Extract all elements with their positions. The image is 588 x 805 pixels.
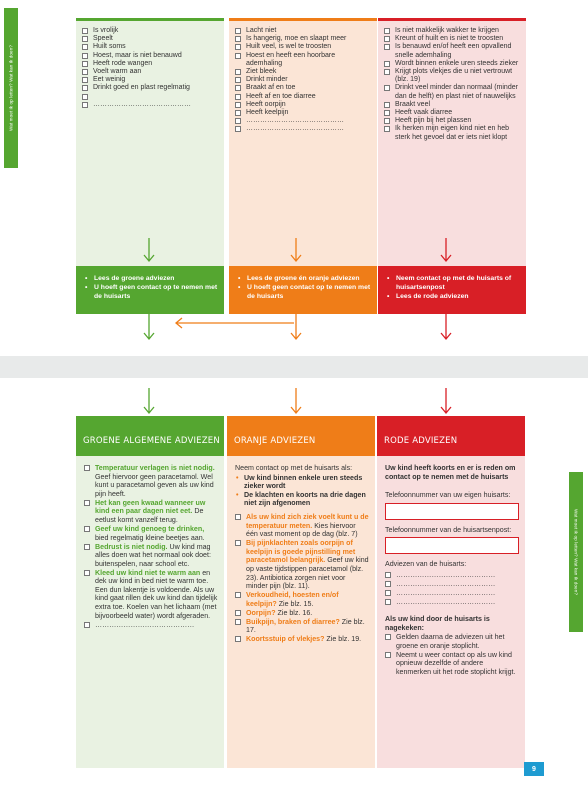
list-item: Braakt veel [384,101,522,109]
orange-intro: Neem contact op met de huisarts als: [235,464,353,472]
list-item: …………………………………… [235,117,373,125]
list-item: Drinkt veel minder dan normaal (minder dan de helft) en plast niet of nauwelijks [384,84,522,100]
list-item: Huilt veel, is wel te troosten [235,43,373,51]
checkbox[interactable] [84,544,90,550]
checkbox[interactable] [82,44,88,50]
list-item: Oorpijn? Zie blz. 16. [235,609,369,618]
list-item: Neemt u weer contact op als uw kind opnieuw dezelfde of andere kenmerken uit het rode stoplicht krijgt. [385,651,519,677]
list-item: Heeft oorpijn [235,101,373,109]
list-item: Ik herken mijn eigen kind niet en heb sterk het gevoel dat er iets niet klopt [384,125,522,141]
list-item: Drinkt minder [235,76,373,84]
list-item: Ziet bleek [235,68,373,76]
checkbox[interactable] [384,28,390,34]
red-advice-body [377,456,525,768]
list-item: Het kan geen kwaad wanneer uw kind een paar dagen niet eet. De eetlust komt vanzelf terug. [84,499,218,525]
upper-page [0,0,588,356]
list-item: Lacht niet [235,27,373,35]
list-item: Heeft keelpijn [235,109,373,117]
checkbox[interactable] [384,61,390,67]
checkbox[interactable] [235,28,241,34]
checkbox[interactable] [385,590,391,596]
list-item: Koortsstuip of vlekjes? Zie blz. 19. [235,635,369,644]
checkbox[interactable] [384,102,390,108]
orange-bullet: • Uw kind binnen enkele uren steeds zieker wordt [235,474,369,491]
checkbox[interactable] [84,465,90,471]
list-item: Wordt binnen enkele uren steeds zieker [384,60,522,68]
page-number: 9 [524,762,544,776]
side-tab-right [569,472,583,632]
list-item: Braakt af en toe [235,84,373,92]
green-advice-body [76,456,224,768]
checkbox[interactable] [235,592,241,598]
checkbox[interactable] [385,634,391,640]
list-item: Hoest, maar is niet benauwd [82,52,220,60]
list-item: Speelt [82,35,220,43]
checkbox[interactable] [385,652,391,658]
red-intro: Uw kind heeft koorts en er is reden om contact op te nemen met de huisarts [385,464,516,481]
orange-advice-heading: ORANJE ADVIEZEN [227,416,375,456]
checkbox[interactable] [384,44,390,50]
checkbox[interactable] [235,36,241,42]
checkbox[interactable] [82,28,88,34]
orange-bullet: • De klachten en koorts na drie dagen niet zijn afgenomen [235,491,369,508]
list-item: Heeft vaak diarree [384,109,522,117]
post-phone-label: Telefoonnummer van de huisartsenpost: [385,525,512,534]
side-tab-left [4,8,18,168]
list-item: Temperatuur verlagen is niet nodig. Geef hiervoor geen paracetamol. Wel kunt u paracetamol geven als uw kind pijn heeft. [84,464,218,498]
checkbox[interactable] [235,514,241,520]
list-item: Buikpijn, braken of diarree? Zie blz. 17. [235,618,369,635]
checkbox[interactable] [235,619,241,625]
checkbox[interactable] [235,53,241,59]
red-advice-column [377,416,525,768]
checkbox[interactable] [235,94,241,100]
checkbox[interactable] [84,570,90,576]
list-item: Hoest en heeft een hoorbare ademhaling [235,52,373,68]
green-symptoms-column [76,18,224,314]
top-arrows [0,388,588,416]
checkbox[interactable] [235,118,241,124]
orange-advice-body [227,456,375,768]
list-item: Is benauwd en/of heeft een opvallend snelle ademhaling [384,43,522,59]
checkbox[interactable] [384,118,390,124]
side-tab-label: Wat moet ik op letten? Wat kan ik doen? [573,508,579,596]
gp-post-phone-field[interactable] [385,537,519,554]
red-after-label: Als uw kind door de huisarts is nagekeken: [385,614,490,632]
checkbox[interactable] [384,85,390,91]
list-item: Bedrust is niet nodig. Uw kind mag alles doen wat het normaal ook doet: buitenspelen, naar school etc. [84,543,218,569]
down-arrow-icon [378,236,526,266]
gp-advice-label: Adviezen van de huisarts: [385,560,467,569]
green-advice-heading: GROENE ALGEMENE ADVIEZEN [76,416,224,456]
checkbox[interactable] [82,36,88,42]
checkbox[interactable] [235,102,241,108]
checkbox[interactable] [385,599,391,605]
green-advice-box [76,266,224,314]
orange-advice-column [227,416,375,768]
list-item: Bij pijnklachten zoals oorpijn of keelpijn is goede pijnstilling met paracetamol belangrijk. Geef uw kind op vaste tijdstippen paracetamol (blz. 23). Antibiotica zorgen niet voor minder pijn (blz. 11). [235,539,369,591]
list-item: …………………………………… [385,580,519,589]
red-symptom-list-box [378,18,526,266]
list-item: …………………………………… [84,621,218,630]
green-advice-item: • U hoeft geen contact op te nemen met de huisarts [84,283,218,301]
checkbox[interactable] [82,85,88,91]
flow-arrows [0,314,588,356]
lower-page [0,378,588,805]
green-advice-item: • Lees de groene adviezen [84,274,218,283]
checkbox[interactable] [235,540,241,546]
checkbox[interactable] [82,77,88,83]
checkbox[interactable] [384,110,390,116]
down-arrow-icon [76,236,224,266]
down-arrow-icon [229,236,377,266]
red-symptoms-column [378,18,526,314]
list-item [82,93,220,101]
checkbox[interactable] [235,69,241,75]
list-item: …………………………………… [385,589,519,598]
checkbox[interactable] [384,69,390,75]
side-tab-label: Wat moet ik op letten? Wat kan ik doen? [8,44,14,132]
checkbox[interactable] [82,94,88,100]
red-advice-heading: RODE ADVIEZEN [377,416,525,456]
checkbox[interactable] [82,61,88,67]
checkbox[interactable] [384,126,390,132]
list-item: Heeft af en toe diarree [235,93,373,101]
list-item: Is niet makkelijk wakker te krijgen [384,27,522,35]
list-item: Verkoudheid, hoesten en/of keelpijn? Zie blz. 15. [235,591,369,608]
list-item: Kreunt of huilt en is niet te troosten [384,35,522,43]
checkbox[interactable] [84,526,90,532]
checkbox[interactable] [385,572,391,578]
checkbox[interactable] [235,85,241,91]
list-item: …………………………………… [385,598,519,607]
red-advice-item: • Neem contact op met de huisarts of huisartsenpost [386,274,520,292]
list-item: Voelt warm aan [82,68,220,76]
checkbox[interactable] [82,69,88,75]
checkbox[interactable] [384,36,390,42]
orange-advice-item: • Lees de groene én oranje adviezen [237,274,371,283]
orange-symptom-list-box [229,18,377,266]
checkbox[interactable] [84,622,90,628]
list-item: Eet weinig [82,76,220,84]
list-item: Heeft pijn bij het plassen [384,117,522,125]
checkbox[interactable] [82,102,88,108]
list-item: Kleed uw kind niet te warm aan en dek uw kind in bed niet te warm toe. Een dun lakentje is voldoende. Als uw kind gaat rillen dek uw kind dan tijdelijk extra toe. Koelen van het lichaam (met bijvoorbeeld water) wordt afgeraden. [84,569,218,621]
checkbox[interactable] [84,500,90,506]
orange-symptom-list [235,27,373,134]
green-advice-column [76,416,224,768]
list-item: Is vrolijk [82,27,220,35]
list-item: Is hangerig, moe en slaapt meer [235,35,373,43]
checkbox[interactable] [235,636,241,642]
list-item: Gelden daarna de adviezen uit het groene en oranje stoplicht. [385,633,519,650]
list-item: Drinkt goed en plast regelmatig [82,84,220,92]
checkbox[interactable] [235,126,241,132]
orange-advice-item: • U hoeft geen contact op te nemen met de huisarts [237,283,371,301]
red-advice-item: • Lees de rode adviezen [386,292,520,301]
list-item: …………………………………… [385,571,519,580]
gp-phone-label: Telefoonnummer van uw eigen huisarts: [385,491,511,500]
checkbox[interactable] [385,581,391,587]
list-item: …………………………………… [235,125,373,133]
list-item: Geef uw kind genoeg te drinken, bied regelmatig kleine beetjes aan. [84,525,218,542]
checkbox[interactable] [82,53,88,59]
list-item: Huilt soms [82,43,220,51]
checkbox[interactable] [235,44,241,50]
green-symptom-list-box [76,18,224,266]
list-item: Krijgt plots vlekjes die u niet vertrouwt (blz. 19) [384,68,522,84]
list-item: …………………………………… [82,101,220,109]
red-symptom-list [384,27,522,142]
list-item: Als uw kind zich ziek voelt kunt u de temperatuur meten. Kies hiervoor één vast moment op de dag (blz. 7) [235,513,369,539]
checkbox[interactable] [235,110,241,116]
orange-advice-box [229,266,377,314]
green-symptom-list [82,27,220,109]
red-advice-box [378,266,526,314]
orange-symptoms-column [229,18,377,314]
checkbox[interactable] [235,77,241,83]
gp-phone-field[interactable] [385,503,519,520]
list-item: Heeft rode wangen [82,60,220,68]
checkbox[interactable] [235,610,241,616]
